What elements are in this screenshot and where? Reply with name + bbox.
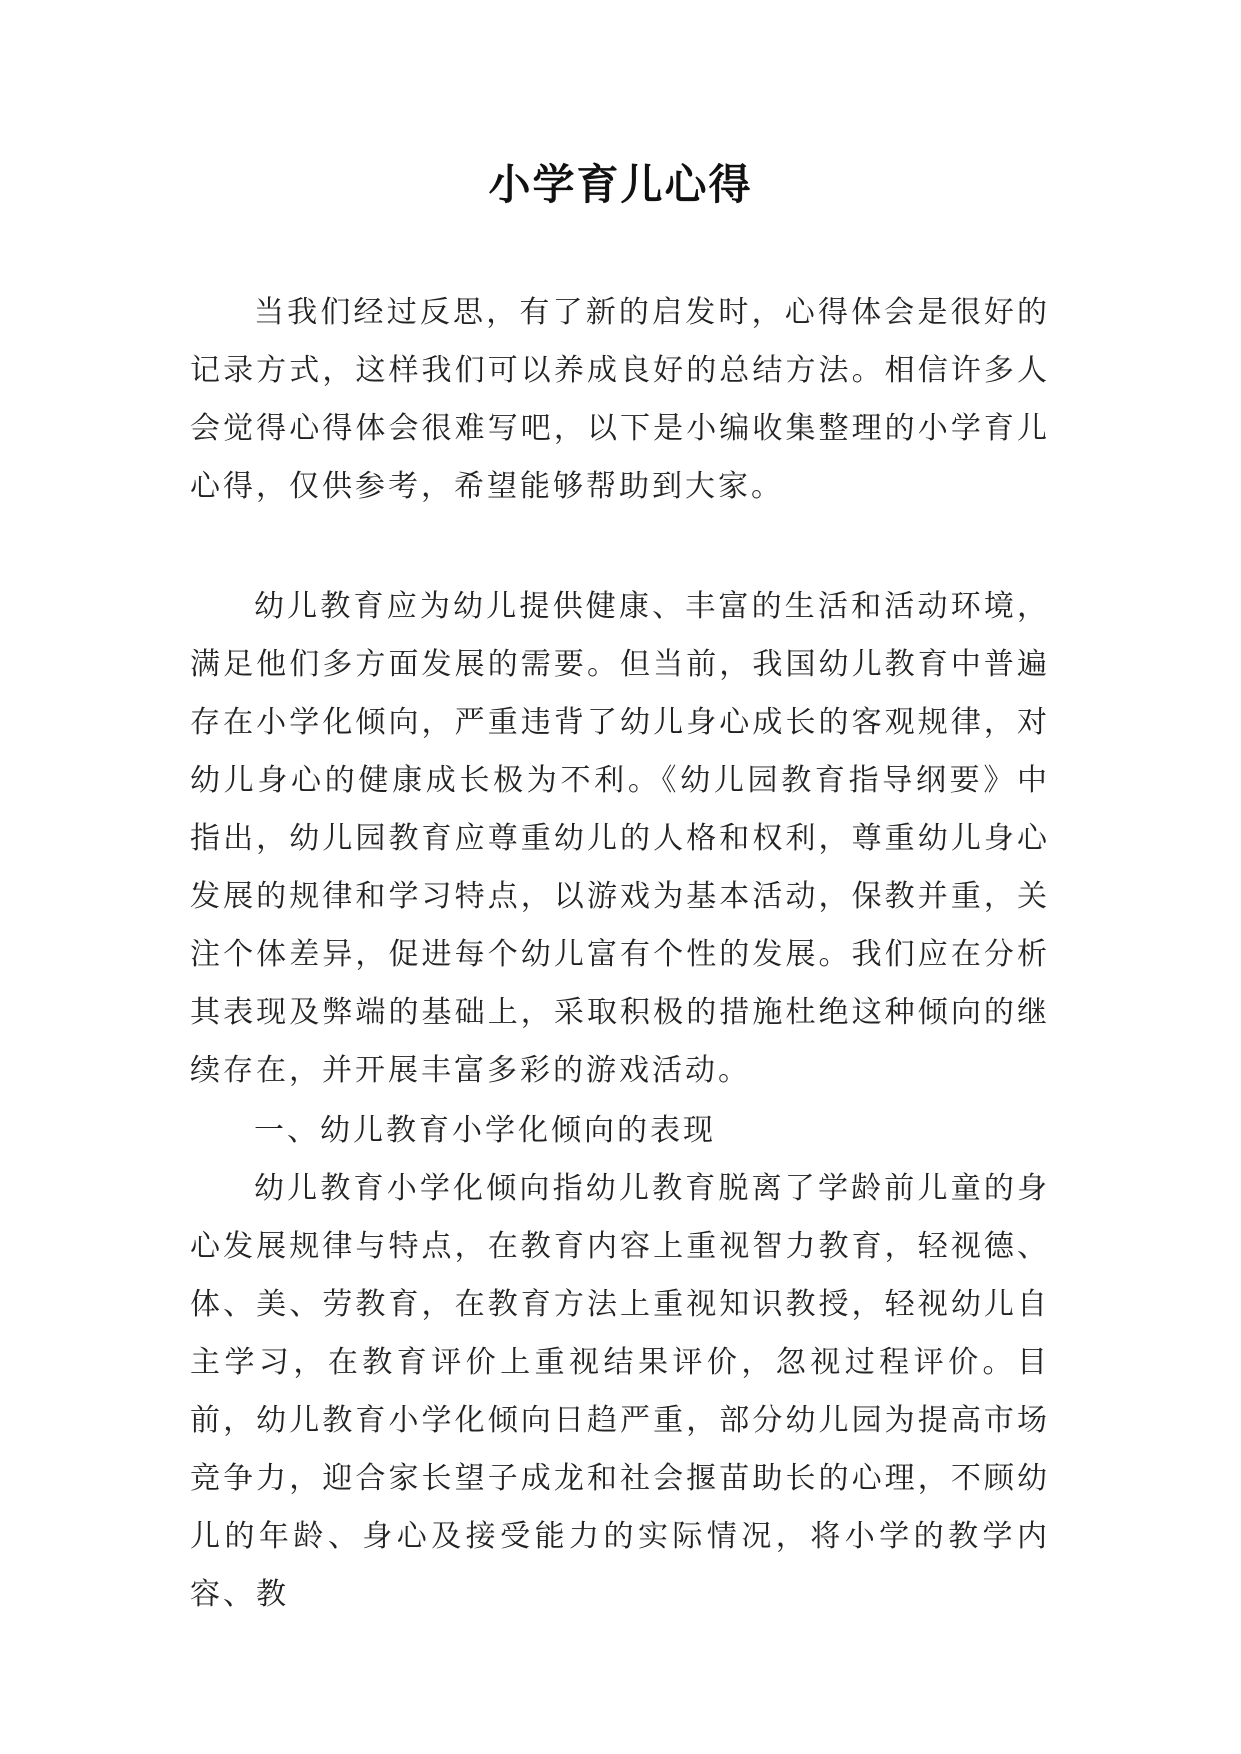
- section-heading: 一、幼儿教育小学化倾向的表现: [254, 1113, 716, 1148]
- body-paragraph: 幼儿教育小学化倾向指幼儿教育脱离了学龄前儿童的身心发展规律与特点，在教育内容上重视智力教育，轻视德、体、美、劳教育，在教育方法上重视知识教授，轻视幼儿自主学习，在教育评价上重视结果评价，忽视过程评价。目前，幼儿教育小学化倾向日趋严重，部分幼儿园为提高市场竞争力，迎合家长望子成龙和社会揠苗助长的心理，不顾幼儿的年龄、身心及接受能力的实际情况，将小学的教学内容、教: [190, 1171, 1050, 1612]
- body-paragraph: 幼儿教育应为幼儿提供健康、丰富的生活和活动环境，满足他们多方面发展的需要。但当前，我国幼儿教育中普遍存在小学化倾向，严重违背了幼儿身心成长的客观规律，对幼儿身心的健康成长极为不利。《幼儿园教育指导纲要》中指出，幼儿园教育应尊重幼儿的人格和权利，尊重幼儿身心发展的规律和学习特点，以游戏为基本活动，保教并重，关注个体差异，促进每个幼儿富有个性的发展。我们应在分析其表现及弊端的基础上，采取积极的措施杜绝这种倾向的继续存在，并开展丰富多彩的游戏活动。: [190, 589, 1050, 1088]
- document-title: 小学育儿心得: [488, 160, 753, 209]
- intro-paragraph: 当我们经过反思，有了新的启发时，心得体会是很好的记录方式，这样我们可以养成良好的总结方法。相信许多人会觉得心得体会很难写吧，以下是小编收集整理的小学育儿心得，仅供参考，希望能够帮助到大家。: [190, 295, 1050, 504]
